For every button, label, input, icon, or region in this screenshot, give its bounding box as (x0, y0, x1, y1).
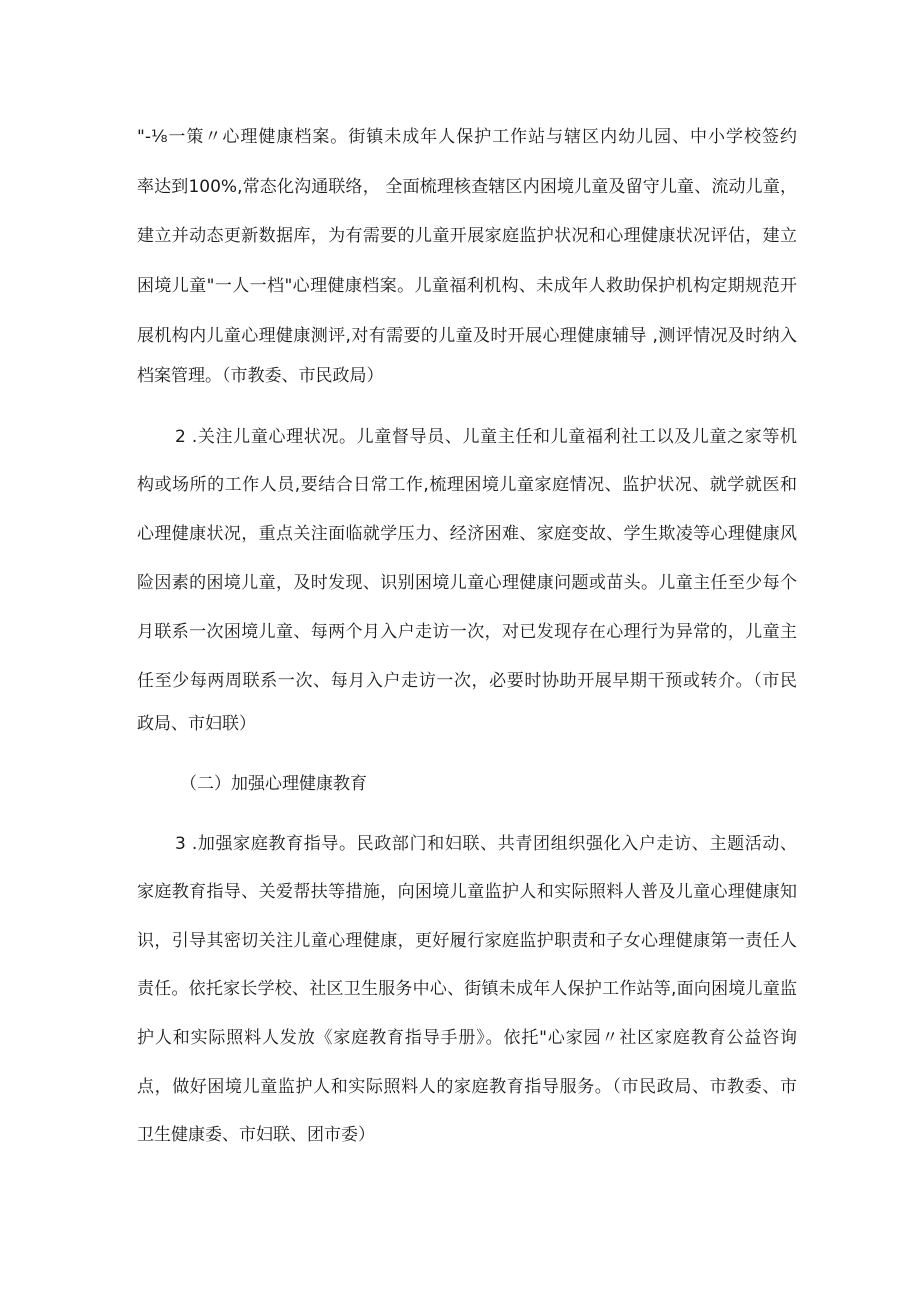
paragraph-1-line-2: 率达到100%,常态化沟通联络， 全面梳理核查辖区内困境儿童及留守儿童、流动儿童， (137, 177, 797, 197)
paragraph-3-line-5: 护人和实际照料人发放《家庭教育指导手册》。依托"心家园〃社区家庭教育公益咨询 (137, 1028, 797, 1048)
paragraph-2-line-4: 险因素的困境儿童，及时发现、识别困境儿童心理健康问题或苗头。儿童主任至少每个 (137, 573, 797, 593)
paragraph-1-line-1: "-⅛一策〃心理健康档案。街镇未成年人保护工作站与辖区内幼儿园、中小学校签约 (137, 127, 797, 147)
paragraph-1-line-6: 档案管理。（市教委、市民政局） (137, 366, 384, 386)
paragraph-2-line-3: 心理健康状况，重点关注面临就学压力、经济困难、家庭变故、学生欺凌等心理健康风 (137, 524, 797, 544)
section-heading: （二）加强心理健康教育 (180, 774, 367, 794)
paragraph-1-line-4: 困境儿童"一人一档"心理健康档案。儿童福利机构、未成年人救助保护机构定期规范开 (137, 276, 797, 296)
paragraph-2-line-5: 月联系一次困境儿童、每两个月入户走访一次，对已发现存在心理行为异常的，儿童主 (137, 622, 797, 642)
paragraph-2-line-1: 2 .关注儿童心理状况。儿童督导员、儿童主任和儿童福利社工以及儿童之家等机 (175, 427, 797, 447)
paragraph-3-line-6: 点，做好困境儿童监护人和实际照料人的家庭教育指导服务。（市民政局、市教委、市 (137, 1077, 797, 1097)
paragraph-2-line-7: 政局、市妇联） (137, 714, 256, 734)
paragraph-2-line-2: 构或场所的工作人员,要结合日常工作,梳理困境儿童家庭情况、监护状况、就学就医和 (137, 475, 797, 495)
paragraph-3-line-3: 识，引导其密切关注儿童心理健康，更好履行家庭监护职责和子女心理健康第一责任人 (137, 931, 797, 951)
paragraph-1-line-5: 展机构内儿童心理健康测评,对有需要的儿童及时开展心理健康辅导 ,测评情况及时纳入 (137, 326, 797, 346)
paragraph-1-line-3: 建立并动态更新数据库，为有需要的儿童开展家庭监护状况和心理健康状况评估，建立 (137, 226, 797, 246)
paragraph-3-line-1: 3 .加强家庭教育指导。民政部门和妇联、共青团组织强化入户走访、主题活动、 (175, 834, 797, 854)
paragraph-3-line-2: 家庭教育指导、关爱帮扶等措施，向困境儿童监护人和实际照料人普及儿童心理健康知 (137, 882, 797, 902)
paragraph-3-line-7: 卫生健康委、市妇联、团市委） (137, 1125, 375, 1145)
paragraph-2-line-6: 任至少每两周联系一次、每月入户走访一次，必要时协助开展早期干预或转介。（市民 (137, 671, 797, 691)
paragraph-3-line-4: 责任。依托家长学校、社区卫生服务中心、街镇未成年人保护工作站等,面向困境儿童监 (137, 979, 797, 999)
